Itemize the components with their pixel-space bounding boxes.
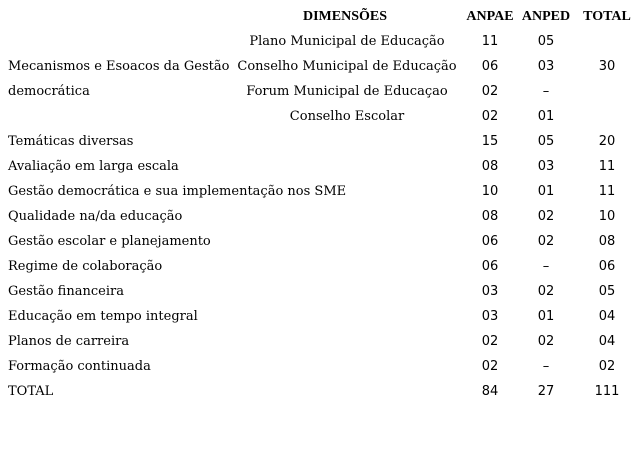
row-total: 11 bbox=[598, 159, 616, 174]
row-anpae: 02 bbox=[481, 334, 499, 349]
header-anped: ANPED bbox=[521, 9, 571, 24]
row-anpae: 02 bbox=[481, 359, 499, 374]
subrow-anpae: 11 bbox=[481, 34, 499, 49]
row-total: 06 bbox=[598, 259, 616, 274]
total-row-label: TOTAL bbox=[8, 384, 54, 399]
row-label: Temáticas diversas bbox=[8, 134, 134, 149]
row-total: 04 bbox=[598, 334, 616, 349]
header-anpae: ANPAE bbox=[466, 9, 514, 24]
subrow-label: Forum Municipal de Educaçao bbox=[246, 84, 448, 99]
row-total: 11 bbox=[598, 184, 616, 199]
subrow-anped: – bbox=[542, 84, 550, 99]
row-label: Regime de colaboração bbox=[8, 259, 163, 274]
row-anped: 03 bbox=[537, 159, 555, 174]
subrow-anped: 03 bbox=[537, 59, 555, 74]
row-label: Avaliação em larga escala bbox=[8, 159, 179, 174]
row-anped: 01 bbox=[537, 309, 555, 324]
group-label-line2: democrática bbox=[8, 84, 90, 99]
row-anpae: 06 bbox=[481, 234, 499, 249]
row-anpae: 03 bbox=[481, 309, 499, 324]
subrow-anpae: 06 bbox=[481, 59, 499, 74]
row-anpae: 06 bbox=[481, 259, 499, 274]
row-anped: 01 bbox=[537, 184, 555, 199]
subrow-anped: 05 bbox=[537, 34, 555, 49]
subrow-anpae: 02 bbox=[481, 109, 499, 124]
row-label: Gestão escolar e planejamento bbox=[8, 234, 211, 249]
row-anped: 05 bbox=[537, 134, 555, 149]
subrow-label: Plano Municipal de Educação bbox=[249, 34, 445, 49]
row-anped: – bbox=[542, 259, 550, 274]
row-label: Planos de carreira bbox=[8, 334, 130, 349]
row-anped: 02 bbox=[537, 284, 555, 299]
subrow-label: Conselho Municipal de Educação bbox=[237, 59, 457, 74]
row-label: Formação continuada bbox=[8, 359, 151, 374]
row-anped: 02 bbox=[537, 209, 555, 224]
row-anpae: 10 bbox=[481, 184, 499, 199]
row-total: 05 bbox=[598, 284, 616, 299]
group-label-line1: Mecanismos e Esoacos da Gestão bbox=[8, 59, 230, 74]
row-anped: 02 bbox=[537, 334, 555, 349]
subrow-label: Conselho Escolar bbox=[289, 109, 405, 124]
total-row-total: 111 bbox=[594, 384, 620, 399]
row-anpae: 03 bbox=[481, 284, 499, 299]
subrow-anped: 01 bbox=[537, 109, 555, 124]
total-row-anped: 27 bbox=[537, 384, 555, 399]
row-total: 02 bbox=[598, 359, 616, 374]
row-label: Gestão financeira bbox=[8, 284, 124, 299]
row-label: Educação em tempo integral bbox=[8, 309, 198, 324]
row-anpae: 08 bbox=[481, 159, 499, 174]
row-anpae: 08 bbox=[481, 209, 499, 224]
row-label: Gestão democrática e sua implementação nos SME bbox=[8, 184, 347, 199]
row-total: 10 bbox=[598, 209, 616, 224]
row-total: 04 bbox=[598, 309, 616, 324]
row-label: Qualidade na/da educação bbox=[8, 209, 183, 224]
row-total: 08 bbox=[598, 234, 616, 249]
row-total: 20 bbox=[598, 134, 616, 149]
total-row-anpae: 84 bbox=[481, 384, 499, 399]
group-total: 30 bbox=[598, 59, 616, 74]
subrow-anpae: 02 bbox=[481, 84, 499, 99]
row-anpae: 15 bbox=[481, 134, 499, 149]
row-anped: – bbox=[542, 359, 550, 374]
header-total: TOTAL bbox=[583, 9, 631, 24]
row-anped: 02 bbox=[537, 234, 555, 249]
header-dimensions: DIMENSÕES bbox=[302, 9, 388, 24]
